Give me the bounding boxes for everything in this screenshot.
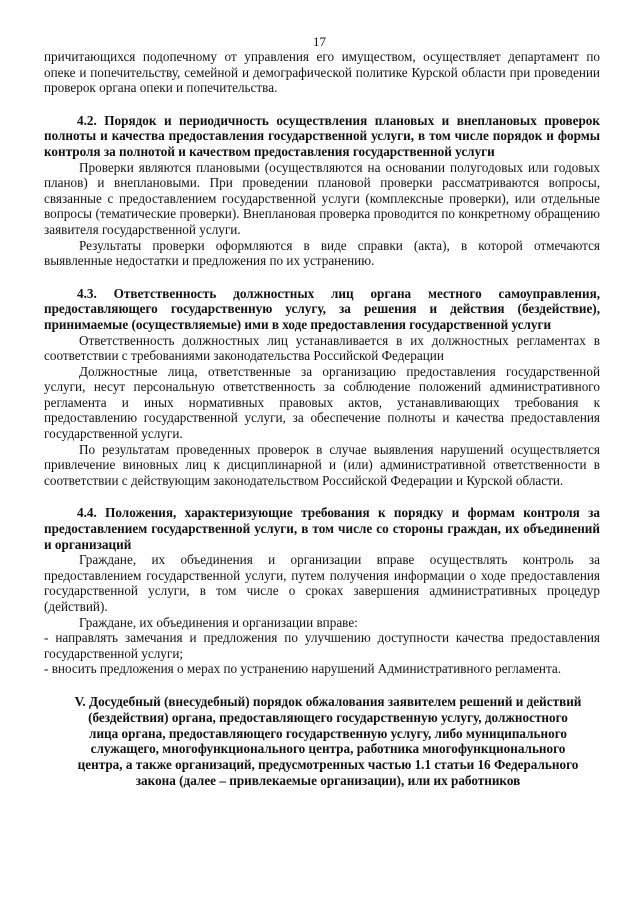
section-5-heading: V. Досудебный (внесудебный) порядок обжалования заявителем решений и действий (бездействия) органа, предоставляющего государственную услугу, должностного лица органа, предоставляющего государственную услугу, либо муниципального служащего, многофункционального центра, работника многофункционального центра, а также организаций, предусмотренных частью 1.1 статьи 16 Федерального закона (далее – привлекаемые организации), или их работников bbox=[74, 693, 582, 788]
section-4-3-heading: 4.3. Ответственность должностных лиц органа местного самоуправления, предоставляющего государственную услугу, за решения и действия (бездействие), принимаемые (осуществляемые) ими в ходе предоставления государственной услуги bbox=[44, 285, 600, 332]
section-4-4-heading: 4.4. Положения, характеризующие требования к порядку и формам контроля за предоставлением государственной услуги, в том числе со стороны граждан, их объединений и организаций bbox=[44, 505, 600, 552]
section-4-4-list-item-1: - направлять замечания и предложения по улучшению доступности качества предоставления государственной услуги; bbox=[44, 630, 600, 661]
section-4-2-paragraph-1: Проверки являются плановыми (осуществляются на основании полугодовых или годовых планов) и внеплановыми. При проведении плановой проверки рассматриваются вопросы, связанные с предоставлением государственной услуги (комплексные проверки), или отдельные вопросы (тематические проверки). Внеплановая проверка проводится по конкретному обращению заявителя государственной услуги. bbox=[44, 159, 600, 237]
section-4-4-list-item-2: - вносить предложения о мерах по устранению нарушений Административного регламента. bbox=[44, 661, 562, 677]
intro-paragraph: причитающихся подопечному от управления его имуществом, осуществляет департамент по опеке и попечительству, семейной и демографической политике Курской области при проведении проверок органа опеки и попечительства. bbox=[44, 49, 600, 96]
section-4-3-paragraph-1: Ответственность должностных лиц устанавливается в их должностных регламентах в соответствии с требованиями законодательства Российской Федерации bbox=[44, 332, 600, 364]
section-4-2-heading: 4.2. Порядок и периодичность осуществления плановых и внеплановых проверок полноты и качества предоставления государственной услуги, в том числе порядок и формы контроля за полнотой и качеством предоставления государственной услуги bbox=[44, 112, 600, 159]
section-4-4-paragraph-2: Граждане, их объединения и организации вправе: bbox=[79, 614, 358, 630]
section-4-2-paragraph-2: Результаты проверки оформляются в виде справки (акта), в которой отмечаются выявленные недостатки и предложения по их устранению. bbox=[44, 237, 600, 269]
section-4-4-paragraph-1: Граждане, их объединения и организации вправе осуществлять контроль за предоставлением государственной услуги, путем получения информации о ходе предоставления государственной услуги, в том числе о сроках завершения административных процедур (действий). bbox=[44, 552, 600, 614]
section-4-3-paragraph-3: По результатам проведенных проверок в случае выявления нарушений осуществляется привлечение виновных лиц к дисциплинарной и (или) административной ответственности в соответствии с действующим законодательством Российской Федерации и Курской области. bbox=[44, 441, 600, 488]
section-4-3-paragraph-2: Должностные лица, ответственные за организацию предоставления государственной услуги, несут персональную ответственность за соблюдение положений административного регламента и иных нормативных правовых актов, устанавливающих требования к предоставлению государственной услуги, за обеспечение полноты и качества предоставления государственной услуги. bbox=[44, 363, 600, 442]
page-number: 17 bbox=[313, 34, 326, 49]
document-body bbox=[44, 49, 600, 789]
